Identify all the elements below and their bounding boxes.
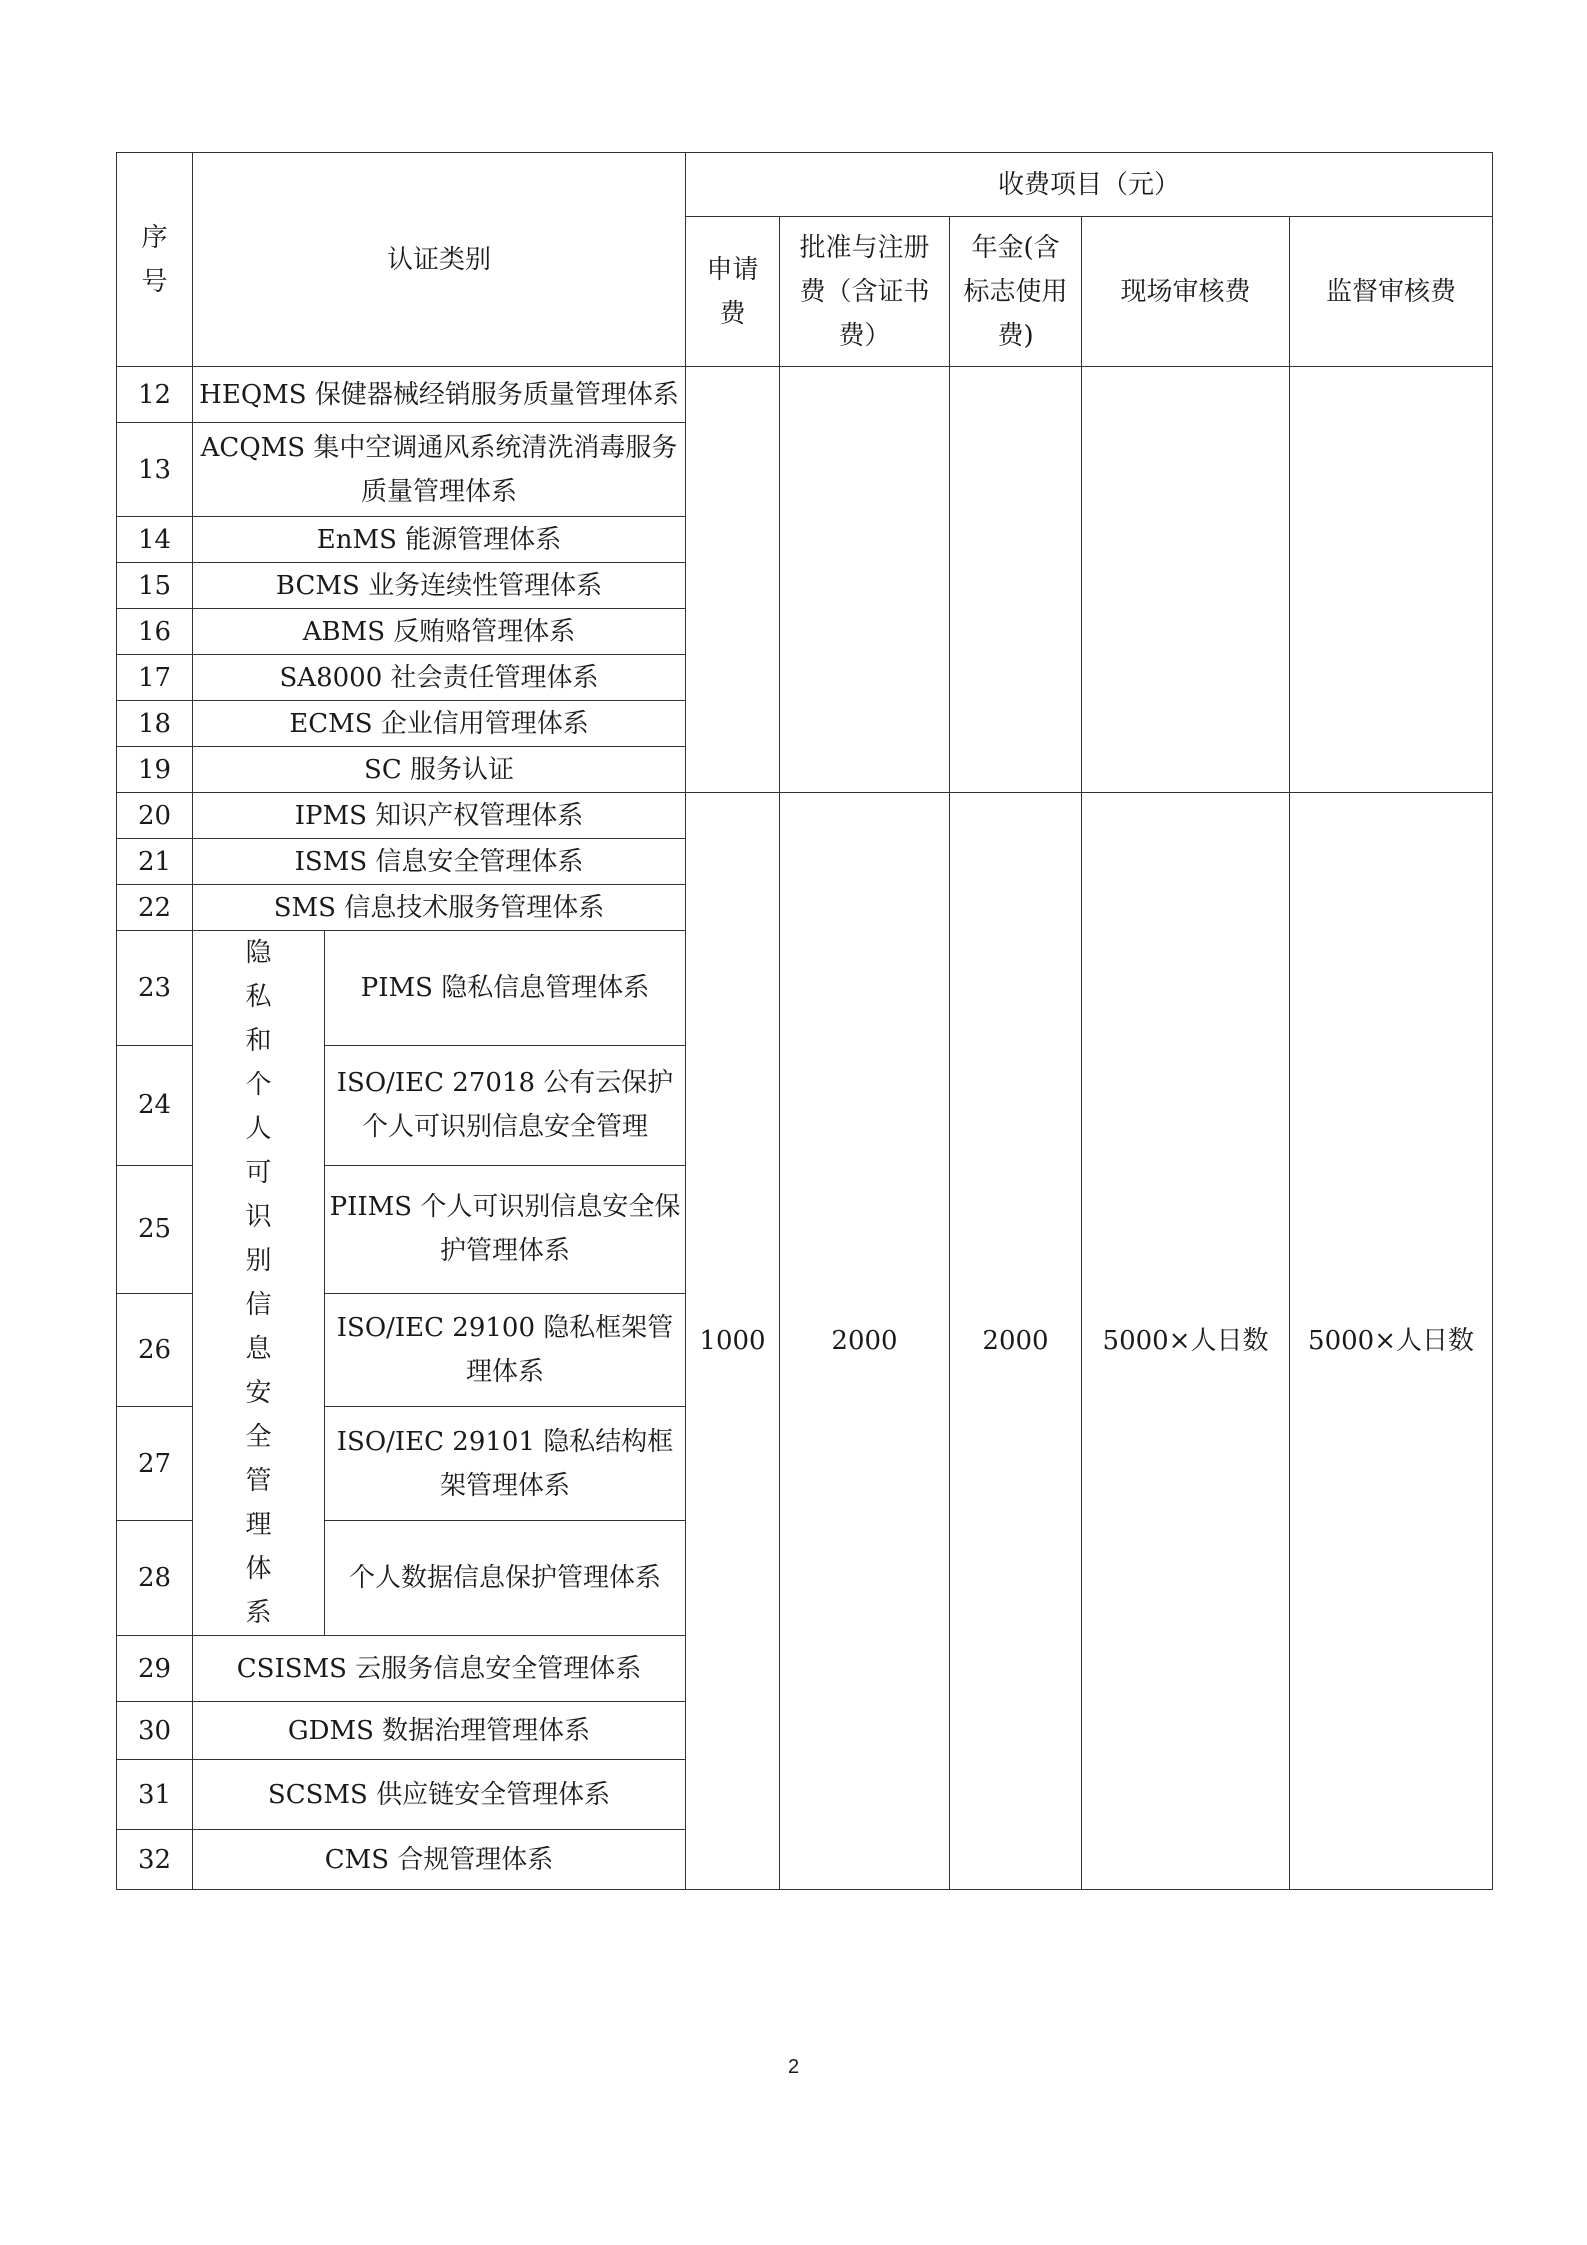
row-number: 22: [117, 885, 193, 931]
fee-onsite-a: [1082, 367, 1290, 793]
row-category: SMS 信息技术服务管理体系: [193, 885, 686, 931]
row-number: 14: [117, 517, 193, 563]
fee-application: 1000: [686, 793, 780, 1890]
header-application-fee: [686, 217, 780, 367]
row-category: ABMS 反贿赂管理体系: [193, 609, 686, 655]
header-approval-fee: [780, 217, 950, 367]
privacy-group-label-text: 隐私和个人可识别信息安全管理体系: [245, 938, 272, 1628]
row-category: SA8000 社会责任管理体系: [193, 655, 686, 701]
row-category: SCSMS 供应链安全管理体系: [193, 1760, 686, 1830]
row-category: ISO/IEC 29101 隐私结构框架管理体系: [325, 1407, 686, 1521]
row-category: 个人数据信息保护管理体系: [325, 1521, 686, 1636]
row-number: 31: [117, 1760, 193, 1830]
row-number: 20: [117, 793, 193, 839]
row-number: 21: [117, 839, 193, 885]
fee-surveillance-audit: 5000×人日数: [1290, 793, 1493, 1890]
fee-approval-a: [780, 367, 950, 793]
row-number: 17: [117, 655, 193, 701]
row-number: 19: [117, 747, 193, 793]
fee-application-a: [686, 367, 780, 793]
row-category-text: HEQMS 保健器械经销服务质量管理体系: [199, 379, 679, 410]
row-number: 26: [117, 1293, 193, 1407]
fee-surveillance-a: [1290, 367, 1493, 793]
row-number: 25: [117, 1165, 193, 1293]
header-fee-items: 收费项目（元）: [686, 153, 1493, 217]
page-number: 2: [787, 2056, 800, 2078]
row-category: IPMS 知识产权管理体系: [193, 793, 686, 839]
header-seq: [117, 153, 193, 367]
row-category: EnMS 能源管理体系: [193, 517, 686, 563]
row-category: ACQMS 集中空调通风系统清洗消毒服务质量管理体系: [193, 423, 686, 517]
row-number: 30: [117, 1702, 193, 1760]
header-seq-text: 序号: [141, 222, 168, 297]
row-category: ISO/IEC 29100 隐私框架管理体系: [325, 1293, 686, 1407]
row-category: ISO/IEC 27018 公有云保护个人可识别信息安全管理: [325, 1045, 686, 1165]
row-category: BCMS 业务连续性管理体系: [193, 563, 686, 609]
fee-annual-a: [950, 367, 1082, 793]
row-category: SC 服务认证: [193, 747, 686, 793]
row-number: 18: [117, 701, 193, 747]
row-number: 23: [117, 931, 193, 1046]
row-category: [193, 367, 686, 423]
row-category: CMS 合规管理体系: [193, 1830, 686, 1890]
row-number: 29: [117, 1636, 193, 1702]
header-annual-fee-text: 年金(含标志使用费): [963, 232, 1068, 351]
row-number: 16: [117, 609, 193, 655]
row-number: 13: [117, 423, 193, 517]
fee-onsite-audit: 5000×人日数: [1082, 793, 1290, 1890]
row-category: CSISMS 云服务信息安全管理体系: [193, 1636, 686, 1702]
header-annual-fee: [950, 217, 1082, 367]
fee-approval: 2000: [780, 793, 950, 1890]
header-approval-fee-text: 批准与注册费（含证书费）: [799, 232, 930, 351]
privacy-group-label: [193, 931, 325, 1636]
row-number: 28: [117, 1521, 193, 1636]
row-number: 15: [117, 563, 193, 609]
fee-annual: 2000: [950, 793, 1082, 1890]
row-category: ISMS 信息安全管理体系: [193, 839, 686, 885]
row-number: 27: [117, 1407, 193, 1521]
row-number: 32: [117, 1830, 193, 1890]
row-category: PIIMS 个人可识别信息安全保护管理体系: [325, 1165, 686, 1293]
fee-table: [116, 152, 1493, 1890]
header-surveillance-audit-fee: 监督审核费: [1290, 217, 1493, 367]
header-category: 认证类别: [193, 153, 686, 367]
row-number: 24: [117, 1045, 193, 1165]
row-category: ECMS 企业信用管理体系: [193, 701, 686, 747]
row-category: PIMS 隐私信息管理体系: [325, 931, 686, 1046]
header-onsite-audit-fee: 现场审核费: [1082, 217, 1290, 367]
header-application-fee-text: 申请费: [706, 254, 759, 329]
row-category: GDMS 数据治理管理体系: [193, 1702, 686, 1760]
row-number: 12: [117, 367, 193, 423]
